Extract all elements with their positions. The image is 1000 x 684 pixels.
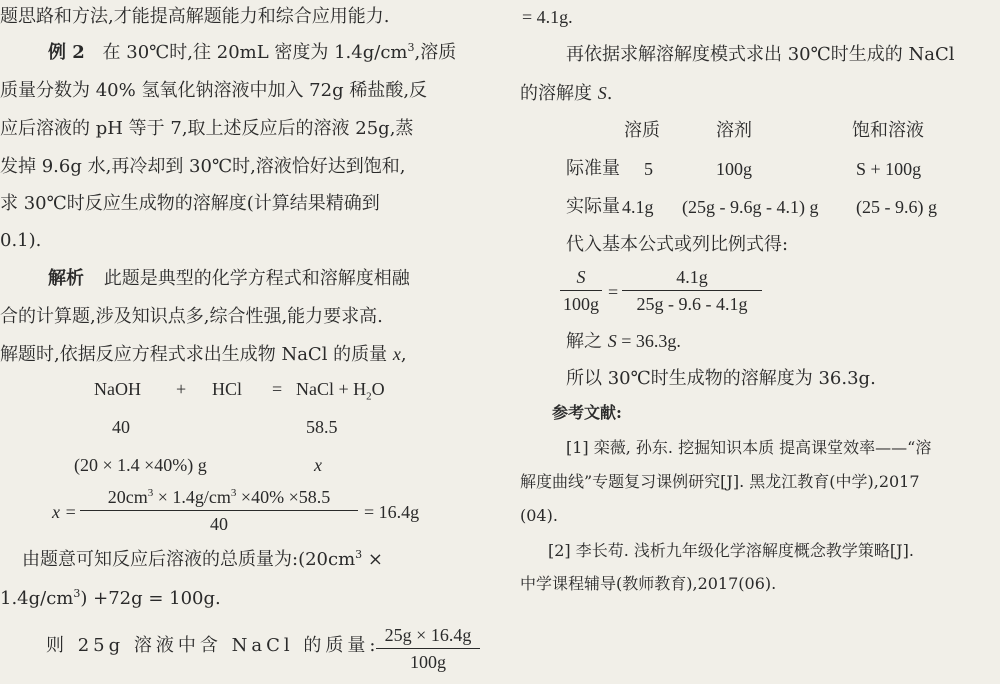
text-line [566,332,681,351]
molar-mass-naoh: 40 [112,417,130,437]
reference-2: [2] 李长苟. 浅析九年级化学溶解度概念教学策略[J]. [548,541,914,560]
text-line: 所以 30℃时生成物的溶解度为 36.3g. [566,368,876,389]
example-label: 例 2 [48,42,85,63]
superscript: 3 [407,41,415,54]
fraction-nacl-mass [376,626,480,671]
text-line [0,587,221,609]
reference-1-cont: (04). [520,506,558,525]
text-line: 合的计算题,涉及知识点多,综合性强,能力要求高. [0,306,383,327]
text-line: 再依据求解溶解度模式求出 30℃时生成的 NaCl [566,44,955,65]
eq-naoh: NaOH [94,379,141,399]
fraction-bar [80,510,358,511]
table-header-saturated: 饱和溶液 [852,120,924,141]
table-cell: 100g [716,159,752,179]
table-header-solvent: 溶剂 [716,120,752,141]
fraction-result: = 16.4g [364,502,420,522]
fraction-numerator [80,488,358,506]
example-2-line [48,41,457,63]
molar-mass-nacl: 58.5 [306,417,338,437]
given-mass: (20 × 1.4 ×40%) g [74,455,207,475]
text-line [520,84,612,103]
text-line: 求 30℃时反应生成物的溶解度(计算结果精确到 [0,193,380,214]
fraction-actual [622,268,762,313]
result-line: = 4.1g. [522,7,573,27]
fraction-bar [560,290,602,291]
text-span: , [400,344,407,365]
reference-1-cont: 解度曲线”专题复习课例研究[J]. 黑龙江教育(中学),2017 [520,472,920,491]
text-span: 由题意可知反应后溶液的总质量为:(20cm [22,549,356,570]
text-span: × 1.4g/cm [153,487,231,507]
text-line: 质量分数为 40% 氢氧化钠溶液中加入 72g 稀盐酸,反 [0,80,428,101]
analysis-label: 解析 [48,268,84,289]
text-line: 题思路和方法,才能提高解题能力和综合应用能力. [0,6,390,27]
text-line: 应后溶液的 pH 等于 7,取上述反应后的溶液 25g,蒸 [0,118,414,139]
table-cell: (25 - 9.6) g [856,197,937,217]
text-span: 解题时,依据反应方程式求出生成物 NaCl 的质量 [0,344,393,365]
fraction-denominator: 100g [410,652,446,672]
text-span: 在 30℃时,往 20mL 密度为 1.4g/cm [102,42,408,63]
text-span: 解之 [566,331,608,352]
superscript: 3 [73,587,81,600]
fraction-denominator: 100g [563,294,599,314]
reference-1: [1] 栾薇, 孙东. 挖掘知识本质 提高课堂效率——“溶 [566,438,932,457]
variable: S [607,331,617,351]
fraction-numerator: S [576,267,586,287]
text-span: O [371,379,385,399]
table-cell: 4.1g [622,197,654,217]
analysis-line [48,270,410,288]
variable: x [392,344,401,364]
superscript: 3 [230,487,237,499]
table-row-label: 实际量 [566,196,620,217]
text-span: . [606,83,613,104]
fraction-numerator: 25g × 16.4g [384,625,472,645]
reference-2-cont: 中学课程辅导(教师教育),2017(06). [520,574,777,593]
text-line: 发掉 9.6g 水,再冷却到 30℃时,溶液恰好达到饱和, [0,156,406,177]
text-span: 此题是典型的化学方程式和溶解度相融 [103,268,410,289]
text-span: ×40% ×58.5 [236,487,331,507]
text-span: ) +72g = 100g. [80,588,221,609]
table-cell: (25g - 9.6g - 4.1) g [682,197,819,217]
eq-plus: + [176,379,187,399]
superscript: 3 [355,548,363,561]
table-row-label: 际准量 [566,158,620,179]
table-header-solute: 溶质 [624,120,660,141]
fraction-equals: = [608,282,619,302]
fraction-solubility [560,268,602,313]
text-span: 的溶解度 [520,83,598,104]
text-span: = 36.3g. [616,331,681,351]
eq-equals: = [272,379,283,399]
fraction-x [80,488,358,533]
text-span: 1.4g/cm [0,588,74,609]
text-span: ,溶质 [414,42,457,63]
fraction-numerator: 4.1g [676,267,708,287]
fraction-denominator: 40 [210,514,228,534]
table-cell: S + 100g [856,159,922,179]
text-span: × [362,549,383,570]
subscript: 2 [366,390,372,403]
text-line [22,548,383,570]
text-span: 20cm [107,487,148,507]
table-cell: 5 [644,159,653,179]
text-span: NaCl + H [296,379,367,399]
fraction-denominator: 25g - 9.6 - 4.1g [636,294,748,314]
fraction-bar [622,290,762,291]
fraction-bar [376,648,480,649]
superscript: 3 [147,487,154,499]
fraction-lhs: x = [52,502,77,522]
variable: S [597,83,607,103]
text-line: 则 25g 溶液中含 NaCl 的质量: [46,635,380,656]
eq-products [296,379,385,403]
text-line [0,345,407,364]
unknown-x: x [314,455,322,475]
eq-hcl: HCl [212,379,243,399]
text-line: 代入基本公式或列比例式得: [566,234,789,255]
references-title: 参考文献: [552,403,622,422]
text-line: 0.1). [0,230,42,251]
